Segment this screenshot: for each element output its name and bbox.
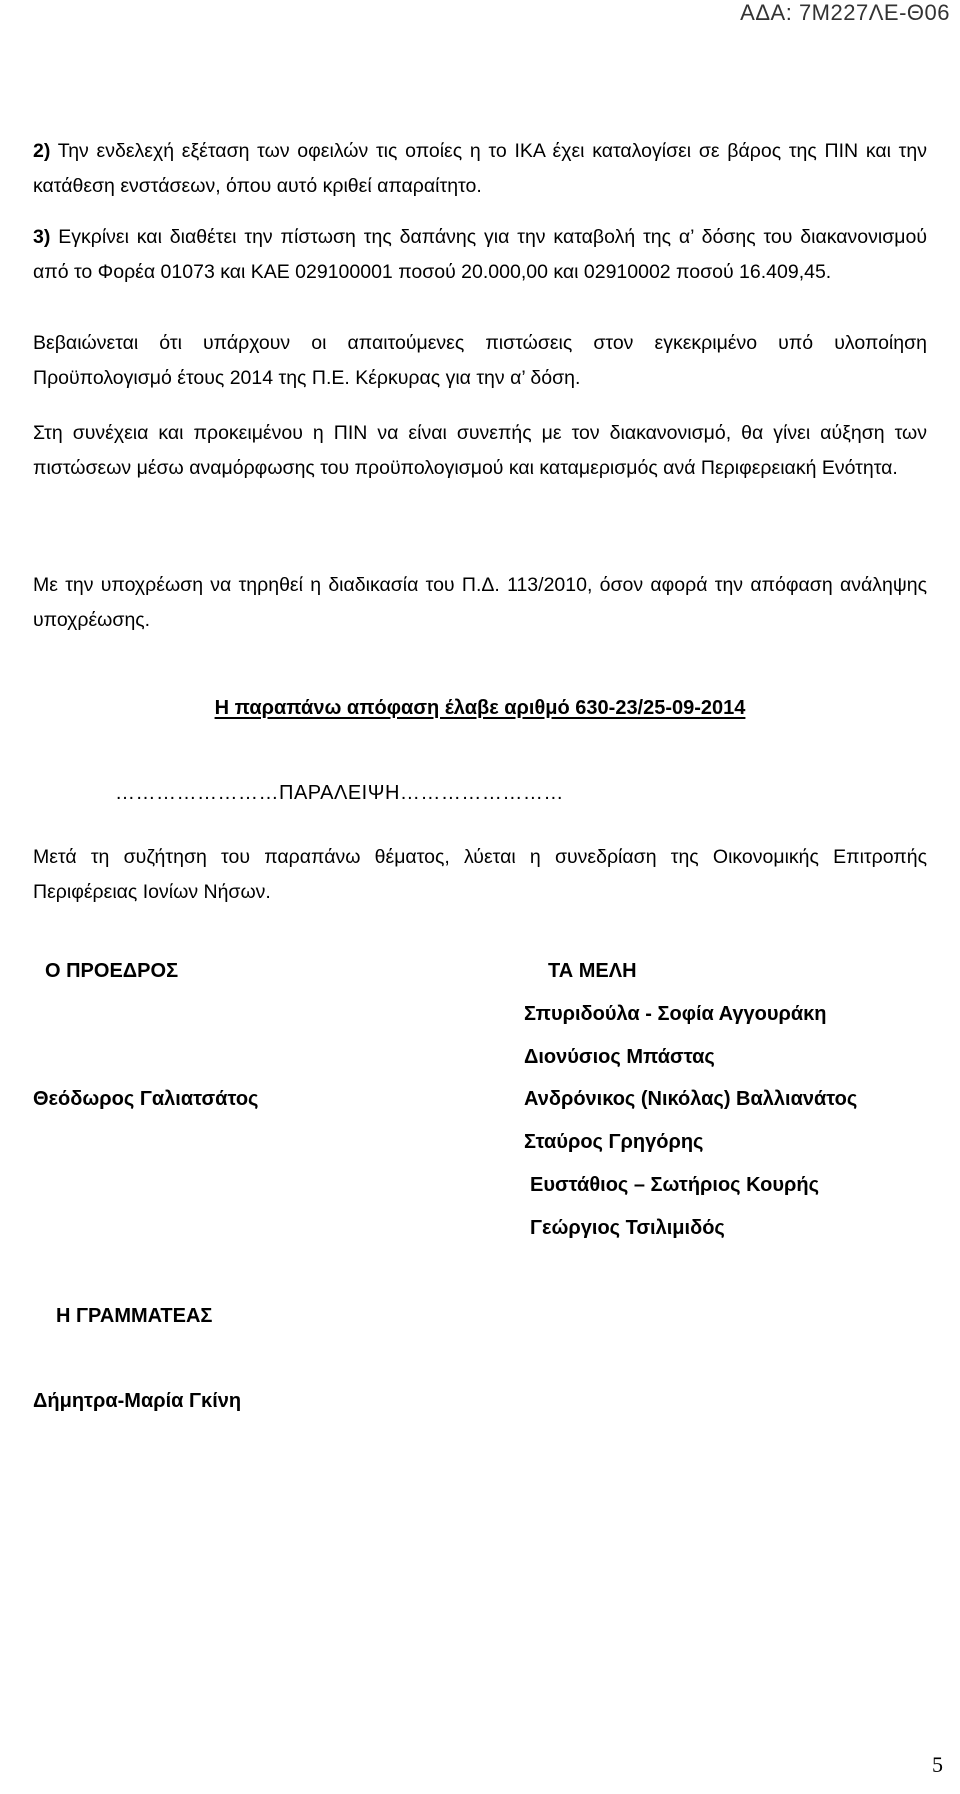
paragraph-budget-amendment: Στη συνέχεια και προκειμένου η ΠΙΝ να είναι συνεπής με τον διακανονισμό, θα γίνει αύξηση των πιστώσεων μέσω αναμόρφωσης του προϋπολογισμού και καταμερισμός ανά Περιφερειακή Ενότητα. <box>33 422 927 479</box>
president-title: Ο ΠΡΟΕΔΡΟΣ <box>45 960 179 982</box>
president-name: Θεόδωρος Γαλιατσάτος <box>33 1088 259 1110</box>
page-number: 5 <box>932 1752 943 1777</box>
member-name: Ανδρόνικος (Νικόλας) Βαλλιανάτος <box>524 1088 858 1110</box>
item-number: 3) <box>33 226 51 248</box>
paragraph-obligation: Με την υποχρέωση να τηρηθεί η διαδικασία του Π.Δ. 113/2010, όσον αφορά την απόφαση ανάληψης υποχρέωσης. <box>33 574 927 631</box>
omission-marker: ……………………ΠΑΡΑΛΕΙΨΗ…………………… <box>115 782 564 804</box>
member-name: Γεώργιος Τσιλιμιδός <box>530 1217 725 1239</box>
item-number: 2) <box>33 140 51 162</box>
item-text: Την ενδελεχή εξέταση των οφειλών τις οποίες η το ΙΚΑ έχει καταλογίσει σε βάρος της ΠΙΝ και την κατάθεση ενστάσεων, όπου αυτό κριθεί απαραίτητο. <box>33 140 927 197</box>
decision-number: Η παραπάνω απόφαση έλαβε αριθμό 630-23/25-09-2014 <box>214 697 746 719</box>
member-name: Σπυριδούλα - Σοφία Αγγουράκη <box>524 1003 827 1025</box>
item-3 <box>33 220 927 290</box>
secretary-name: Δήμητρα-Μαρία Γκίνη <box>33 1390 242 1412</box>
item-2 <box>33 134 927 204</box>
member-name: Σταύρος Γρηγόρης <box>524 1131 704 1153</box>
paragraph-credits-confirmation: Βεβαιώνεται ότι υπάρχουν οι απαιτούμενες πιστώσεις στον εγκεκριμένο υπό υλοποίηση Προϋπολογισμό έτους 2014 της Π.Ε. Κέρκυρας για την α’ δόση. <box>33 332 927 389</box>
item-text: Εγκρίνει και διαθέτει την πίστωση της δαπάνης για την καταβολή της α’ δόσης του διακανονισμού από το Φορέα 01073 και ΚΑΕ 029100001 ποσού 20.000,00 και 02910002 ποσού 16.409,45. <box>33 226 927 283</box>
closing-paragraph: Μετά τη συζήτηση του παραπάνω θέματος, λύεται η συνεδρίαση της Οικονομικής Επιτροπής Περιφέρειας Ιονίων Νήσων. <box>33 846 927 903</box>
ada-header: ΑΔΑ: 7Μ227ΛΕ-Θ06 <box>740 0 950 25</box>
member-name: Ευστάθιος – Σωτήριος Κουρής <box>530 1174 819 1196</box>
secretary-title: Η ΓΡΑΜΜΑΤΕΑΣ <box>56 1305 213 1327</box>
members-title: ΤΑ ΜΕΛΗ <box>548 960 637 982</box>
member-name: Διονύσιος Μπάστας <box>524 1046 715 1068</box>
